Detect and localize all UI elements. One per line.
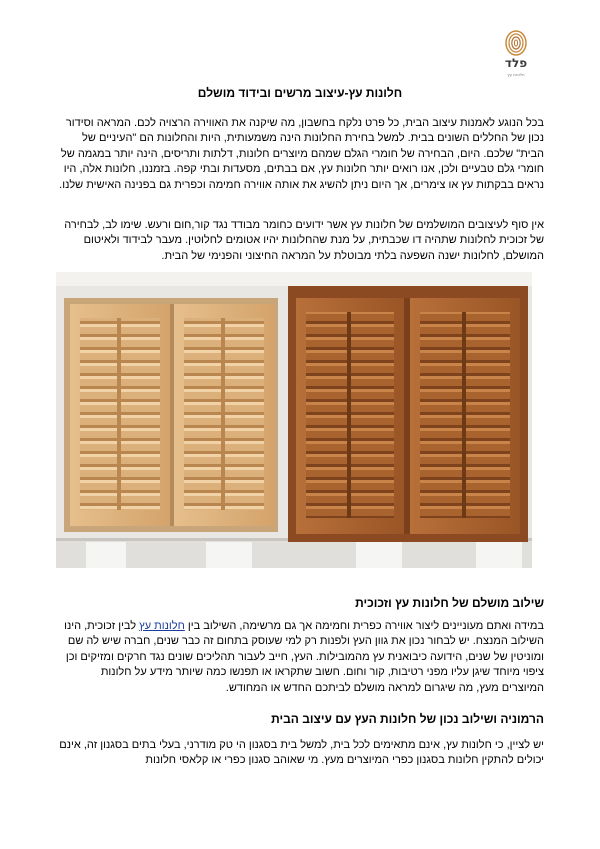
fingerprint-logo-icon — [504, 30, 528, 56]
logo-brand-text: פלד — [504, 56, 528, 70]
wood-windows-link[interactable]: חלונות עץ — [139, 620, 185, 632]
intro-paragraph-2: אין סוף לעיצובים המושלמים של חלונות עץ אשר ידועים כחומר מבודד נגד קור,חום ורעש. שימו לב, לבחירה של זכוכית לחלונות שתהיה דו שכבתית, על מנת שהחלונות יהיו אטומים לחלוטין. מעבר לבידוד ולאיטום המושלם, לחלונות ישנה השפעה בלתי מבוטלת על המראה החיצוני והפנימי של הבית. — [64, 219, 544, 262]
text-after-link: לבין זכוכית, הינו השילוב המנצח. יש לבחור נכון את גוון העץ ולפנות רק למי שעוסק בתחום זה כבר שנים, חברה שיש לה שם ומוניטין של שנים, הידועה כיבואנית עץ מהמובילות. העץ, חייב לעבור תהליכים שונים נגד חרקים ומזיקים וכן ציפוי מיוחד שיגן עליו מפני רטיבות, קור וחום. חשוב שתקראו או תפנשו כמה שיותר מידע על חלונות המיוצרים מעץ, מה שיגרום למראה מושלם לביתכם החדש או המחודש. — [64, 620, 544, 694]
text-before-link: במידה ואתם מעוניינים ליצור אווירה כפרית וחמימה אך גם מרשימה, השילוב בין — [184, 620, 544, 632]
logo-tagline: חלונות עץ — [507, 72, 525, 77]
intro-paragraph-1: בכל הנוגע לאמנות עיצוב הבית, כל פרט נלקח בחשבון, מה שיקנה את האווירה הרצויה לכם. המראה וסידור נכון של החללים השונים בבית. למשל בחירת החלונות הינה משמעותית, היות והחלונות הם "העיניים של הבית" שלכם. היום, הבחירה של חומרי הגלם שמהם מיוצרים חלונות, דלתות ותריסים, הינה יותר במגמה של חומרי גלם טבעיים ולכן, אנו רואים יותר חלונות עץ, אם בבתים, מסעדות ובתי קפה. בזמננו, חלונות אלה, היו נראים בבקתות עץ או צימרים, אך היום ניתן להשיג את אותה אווירה חמימה וכפרית גם בפנינה האישית שלנו. — [59, 117, 544, 191]
section-paragraph-wood-glass — [58, 619, 544, 696]
section-heading-wood-glass: שילוב מושלם של חלונות עץ וזכוכית — [355, 596, 544, 610]
section-heading-harmony: הרמוניה ושילוב נכון של חלונות העץ עם עיצוב הבית — [271, 712, 544, 726]
section-paragraph-harmony: יש לציין, כי חלונות עץ, אינם מתאימים לכל בית, למשל בית בסגנון הי טק מודרני, בעלי בתים בסגנון זה, אינם יכולים להתקין חלונות בסגנון כפרי המיוצרים מעץ. מי שאוהב סגנון כפרי או קלאסי חלונות — [59, 739, 544, 767]
page-title: חלונות עץ-עיצוב מרשים ובידוד מושלם — [197, 86, 403, 100]
wooden-shutters-photo — [56, 272, 532, 568]
company-logo — [496, 30, 536, 76]
